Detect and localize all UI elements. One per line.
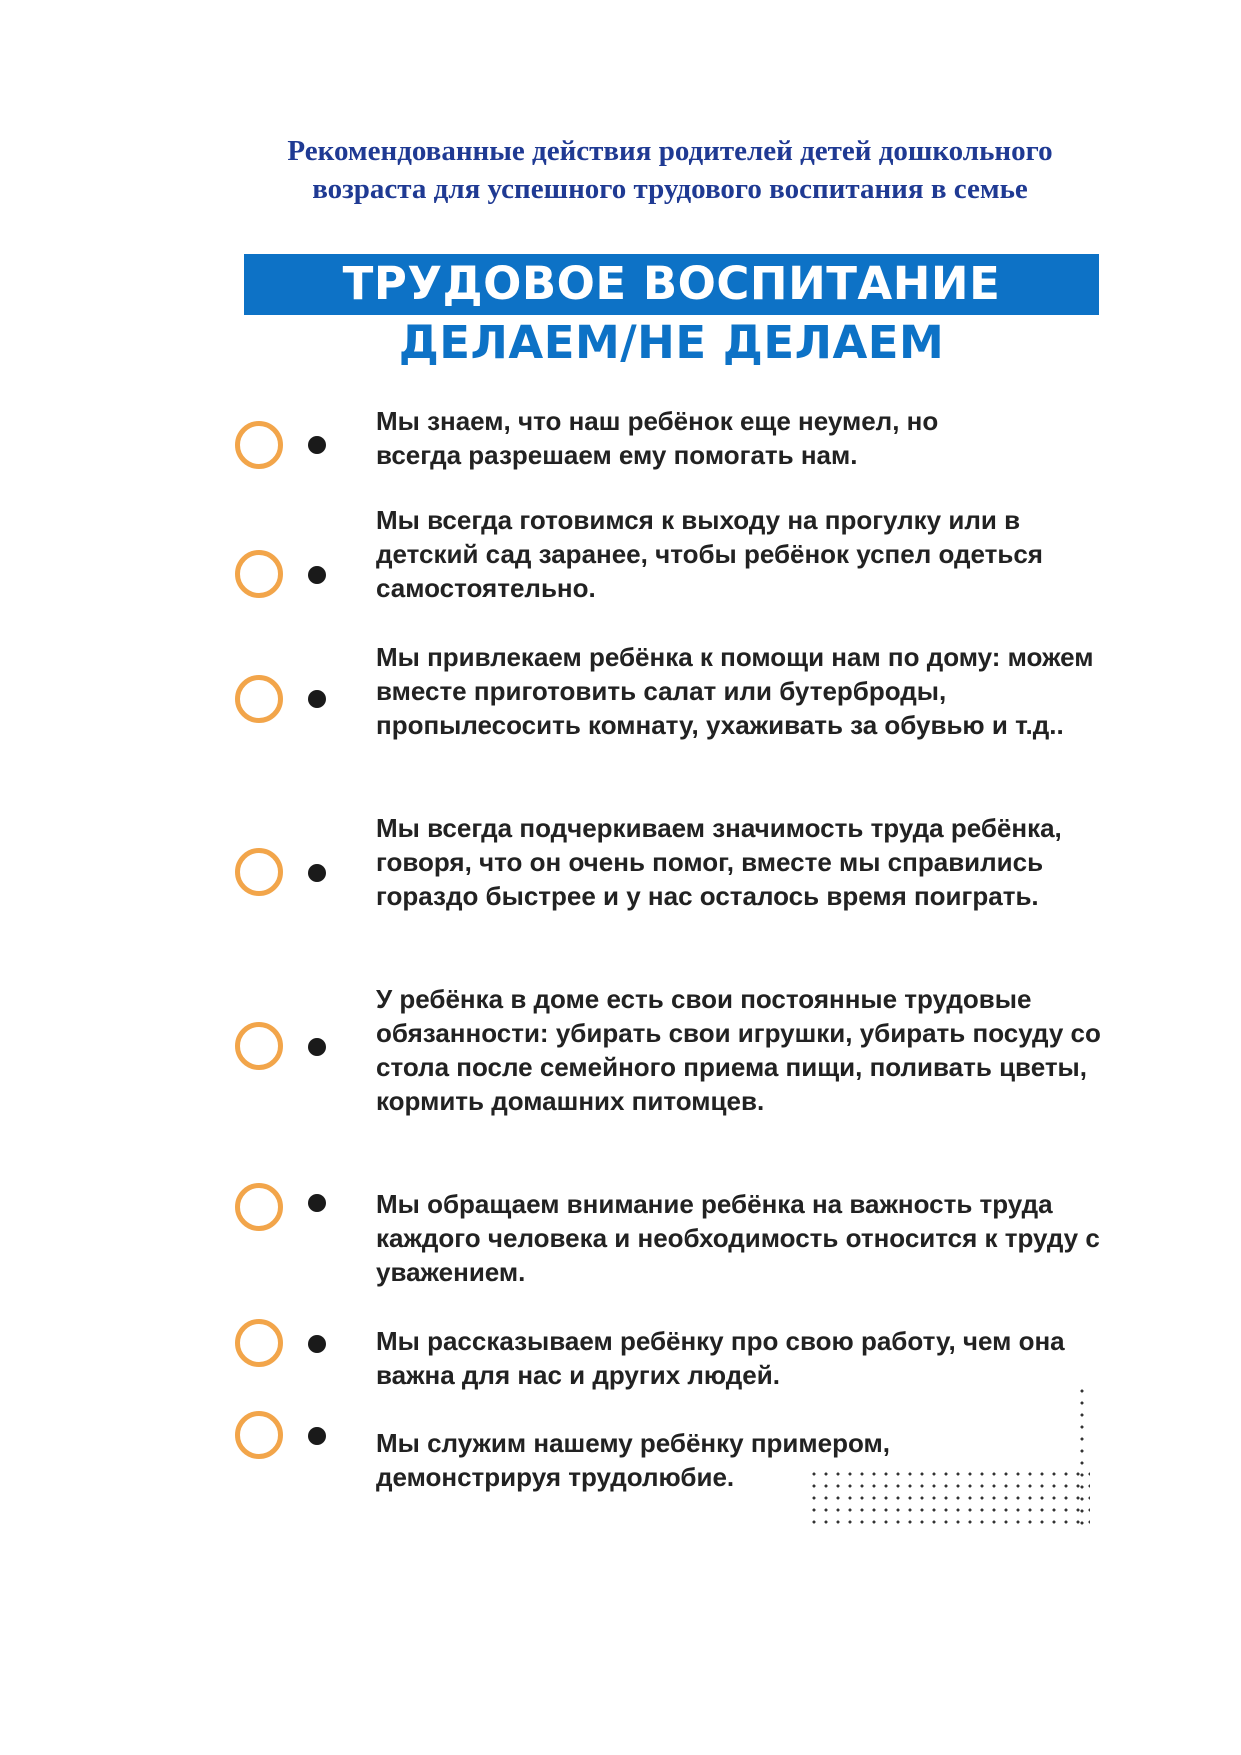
bullet-dot-icon bbox=[308, 566, 326, 584]
document-title-line-1: Рекомендованные действия родителей детей дошкольного bbox=[287, 135, 1053, 167]
list-item-text: Мы всегда готовимся к выходу на прогулку или в детский сад заранее, чтобы ребёнок успел одеться самостоятельно. bbox=[376, 505, 1043, 603]
list-item-text: Мы рассказываем ребёнку про свою работу, чем она важна для нас и других людей. bbox=[376, 1326, 1065, 1390]
poster-subtitle: ДЕЛАЕМ/НЕ ДЕЛАЕМ bbox=[398, 316, 945, 369]
bullet-dot-icon bbox=[308, 1038, 326, 1056]
orange-circle-icon bbox=[235, 675, 283, 723]
bullet-dot-icon bbox=[308, 864, 326, 882]
orange-circle-icon bbox=[235, 550, 283, 598]
bullet-dot-icon bbox=[308, 690, 326, 708]
document-title bbox=[140, 132, 1200, 208]
list-item-text: Мы служим нашему ребёнку примером, демонстрируя трудолюбие. bbox=[376, 1428, 890, 1492]
list-item-text: Мы обращаем внимание ребёнка на важность труда каждого человека и необходимость относится к труду с уважением. bbox=[376, 1189, 1100, 1287]
list-item-text: Мы привлекаем ребёнка к помощи нам по дому: можем вместе приготовить салат или бутерброды, пропылесосить комнату, ухаживать за обувью и т.д.. bbox=[376, 642, 1094, 740]
orange-circle-icon bbox=[235, 421, 283, 469]
orange-circle-icon bbox=[235, 1319, 283, 1367]
document-title-line-2: возраста для успешного трудового воспитания в семье bbox=[312, 173, 1028, 205]
list-item-text: У ребёнка в доме есть свои постоянные трудовые обязанности: убирать свои игрушки, убирать посуду со стола после семейного приема пищи, поливать цветы, кормить домашних питомцев. bbox=[376, 984, 1101, 1116]
decorative-dot-pattern bbox=[808, 1468, 1090, 1526]
bullet-dot-icon bbox=[308, 1427, 326, 1445]
orange-circle-icon bbox=[235, 848, 283, 896]
poster-banner-title: ТРУДОВОЕ ВОСПИТАНИЕ bbox=[342, 257, 1001, 310]
orange-circle-icon bbox=[235, 1411, 283, 1459]
bullet-dot-icon bbox=[308, 1194, 326, 1212]
orange-circle-icon bbox=[235, 1183, 283, 1231]
list-item-text: Мы знаем, что наш ребёнок еще неумел, но всегда разрешаем ему помогать нам. bbox=[376, 406, 939, 470]
bullet-dot-icon bbox=[308, 1335, 326, 1353]
bullet-dot-icon bbox=[308, 436, 326, 454]
list-item-text: Мы всегда подчеркиваем значимость труда ребёнка, говоря, что он очень помог, вместе мы справились гораздо быстрее и у нас осталось время поиграть. bbox=[376, 813, 1062, 911]
orange-circle-icon bbox=[235, 1022, 283, 1070]
